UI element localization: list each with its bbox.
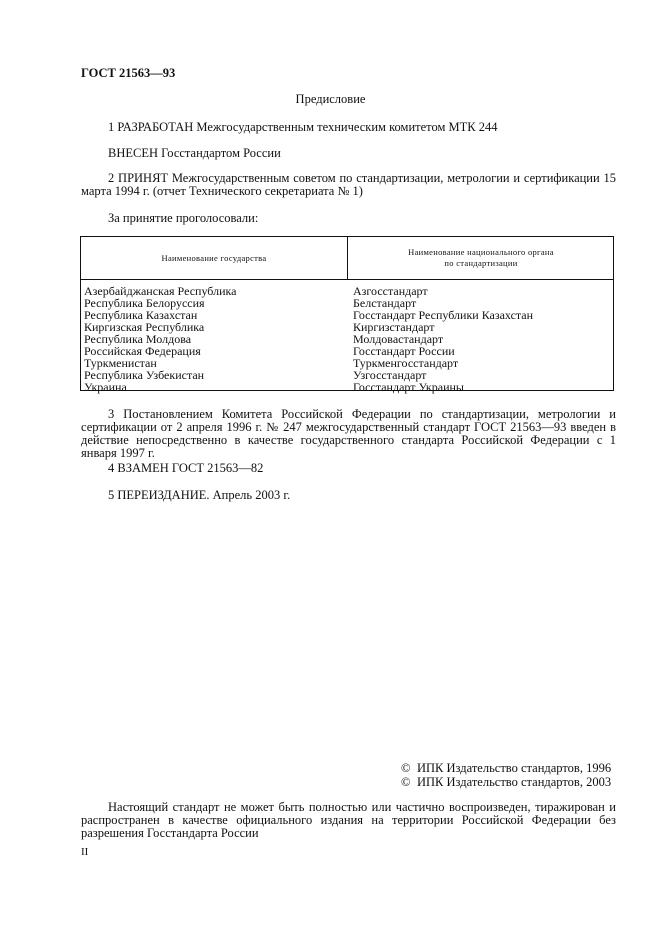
copyright-text-2: ИПК Издательство стандартов, 2003 — [417, 775, 612, 789]
table-row-organ: Молдовастандарт — [353, 332, 444, 346]
table-row-state: Республика Молдова — [84, 332, 192, 346]
table-row-organ: Госстандарт Украины — [353, 380, 464, 394]
table-row-organ: Белстандарт — [353, 296, 417, 310]
table-row-organ: Азгосстандарт — [353, 284, 428, 298]
table-header-state: Наименование государства — [161, 253, 267, 263]
state-column — [84, 285, 236, 393]
item-5-reissue: 5 ПЕРЕИЗДАНИЕ. Апрель 2003 г. — [108, 488, 291, 502]
table-header-organ — [348, 247, 614, 269]
reproduction-notice: Настоящий стандарт не может быть полностью или частично воспроизведен, тиражирован и распространен в качестве официального издания на территории Российской Федерации без разрешения Госстандарта России — [81, 800, 616, 840]
table-header-organ-line2: по стандартизации — [444, 258, 518, 268]
table-header-rule — [81, 279, 613, 280]
table-row-organ: Узгосстандарт — [353, 368, 427, 382]
item-1-introduced: ВНЕСЕН Госстандартом России — [108, 146, 281, 160]
table-row-state: Российская Федерация — [84, 344, 201, 358]
copyright-line-2 — [401, 775, 611, 790]
organ-column — [353, 285, 533, 393]
item-3-decree: 3 Постановлением Комитета Российской Федерации по стандартизации, метрологии и сертификации от 2 апреля 1996 г. № 247 межгосударственный стандарт ГОСТ 21563—93 введен в действие непосредственно в качестве государственного стандарта Российской Федерации с 1 января 1997 г. — [81, 407, 616, 460]
voted-label: За принятие проголосовали: — [108, 211, 259, 225]
table-row-state: Украина — [84, 380, 127, 394]
table-row-state: Республика Казахстан — [84, 308, 198, 322]
table-row-state: Туркменистан — [84, 356, 157, 370]
document-code: ГОСТ 21563—93 — [81, 66, 176, 80]
table-row-state: Азербайджанская Республика — [84, 284, 237, 298]
page-number: II — [81, 846, 89, 858]
table-header-organ-line1: Наименование национального органа — [408, 247, 554, 257]
copyright-icon: © — [401, 775, 411, 789]
copyright-text-1: ИПК Издательство стандартов, 1996 — [417, 761, 612, 775]
copyright-icon: © — [401, 761, 411, 775]
table-row-state: Киргизская Республика — [84, 320, 205, 334]
table-row-organ: Туркменгосстандарт — [353, 356, 459, 370]
copyright-line-1 — [401, 761, 611, 776]
table-row-organ: Киргизстандарт — [353, 320, 435, 334]
item-4-replaces: 4 ВЗАМЕН ГОСТ 21563—82 — [108, 461, 264, 475]
table-row-organ: Госстандарт Республики Казахстан — [353, 308, 534, 322]
preface-title: Предисловие — [295, 92, 366, 106]
table-row-state: Республика Белоруссия — [84, 296, 205, 310]
item-1-developed: 1 РАЗРАБОТАН Межгосударственным техническим комитетом МТК 244 — [108, 120, 498, 134]
item-2-adopted: 2 ПРИНЯТ Межгосударственным советом по стандартизации, метрологии и сертификации 15 марта 1994 г. (отчет Технического секретариата № 1) — [81, 171, 616, 198]
table-row-organ: Госстандарт России — [353, 344, 455, 358]
voting-table — [80, 236, 614, 394]
table-row-state: Республика Узбекистан — [84, 368, 205, 382]
